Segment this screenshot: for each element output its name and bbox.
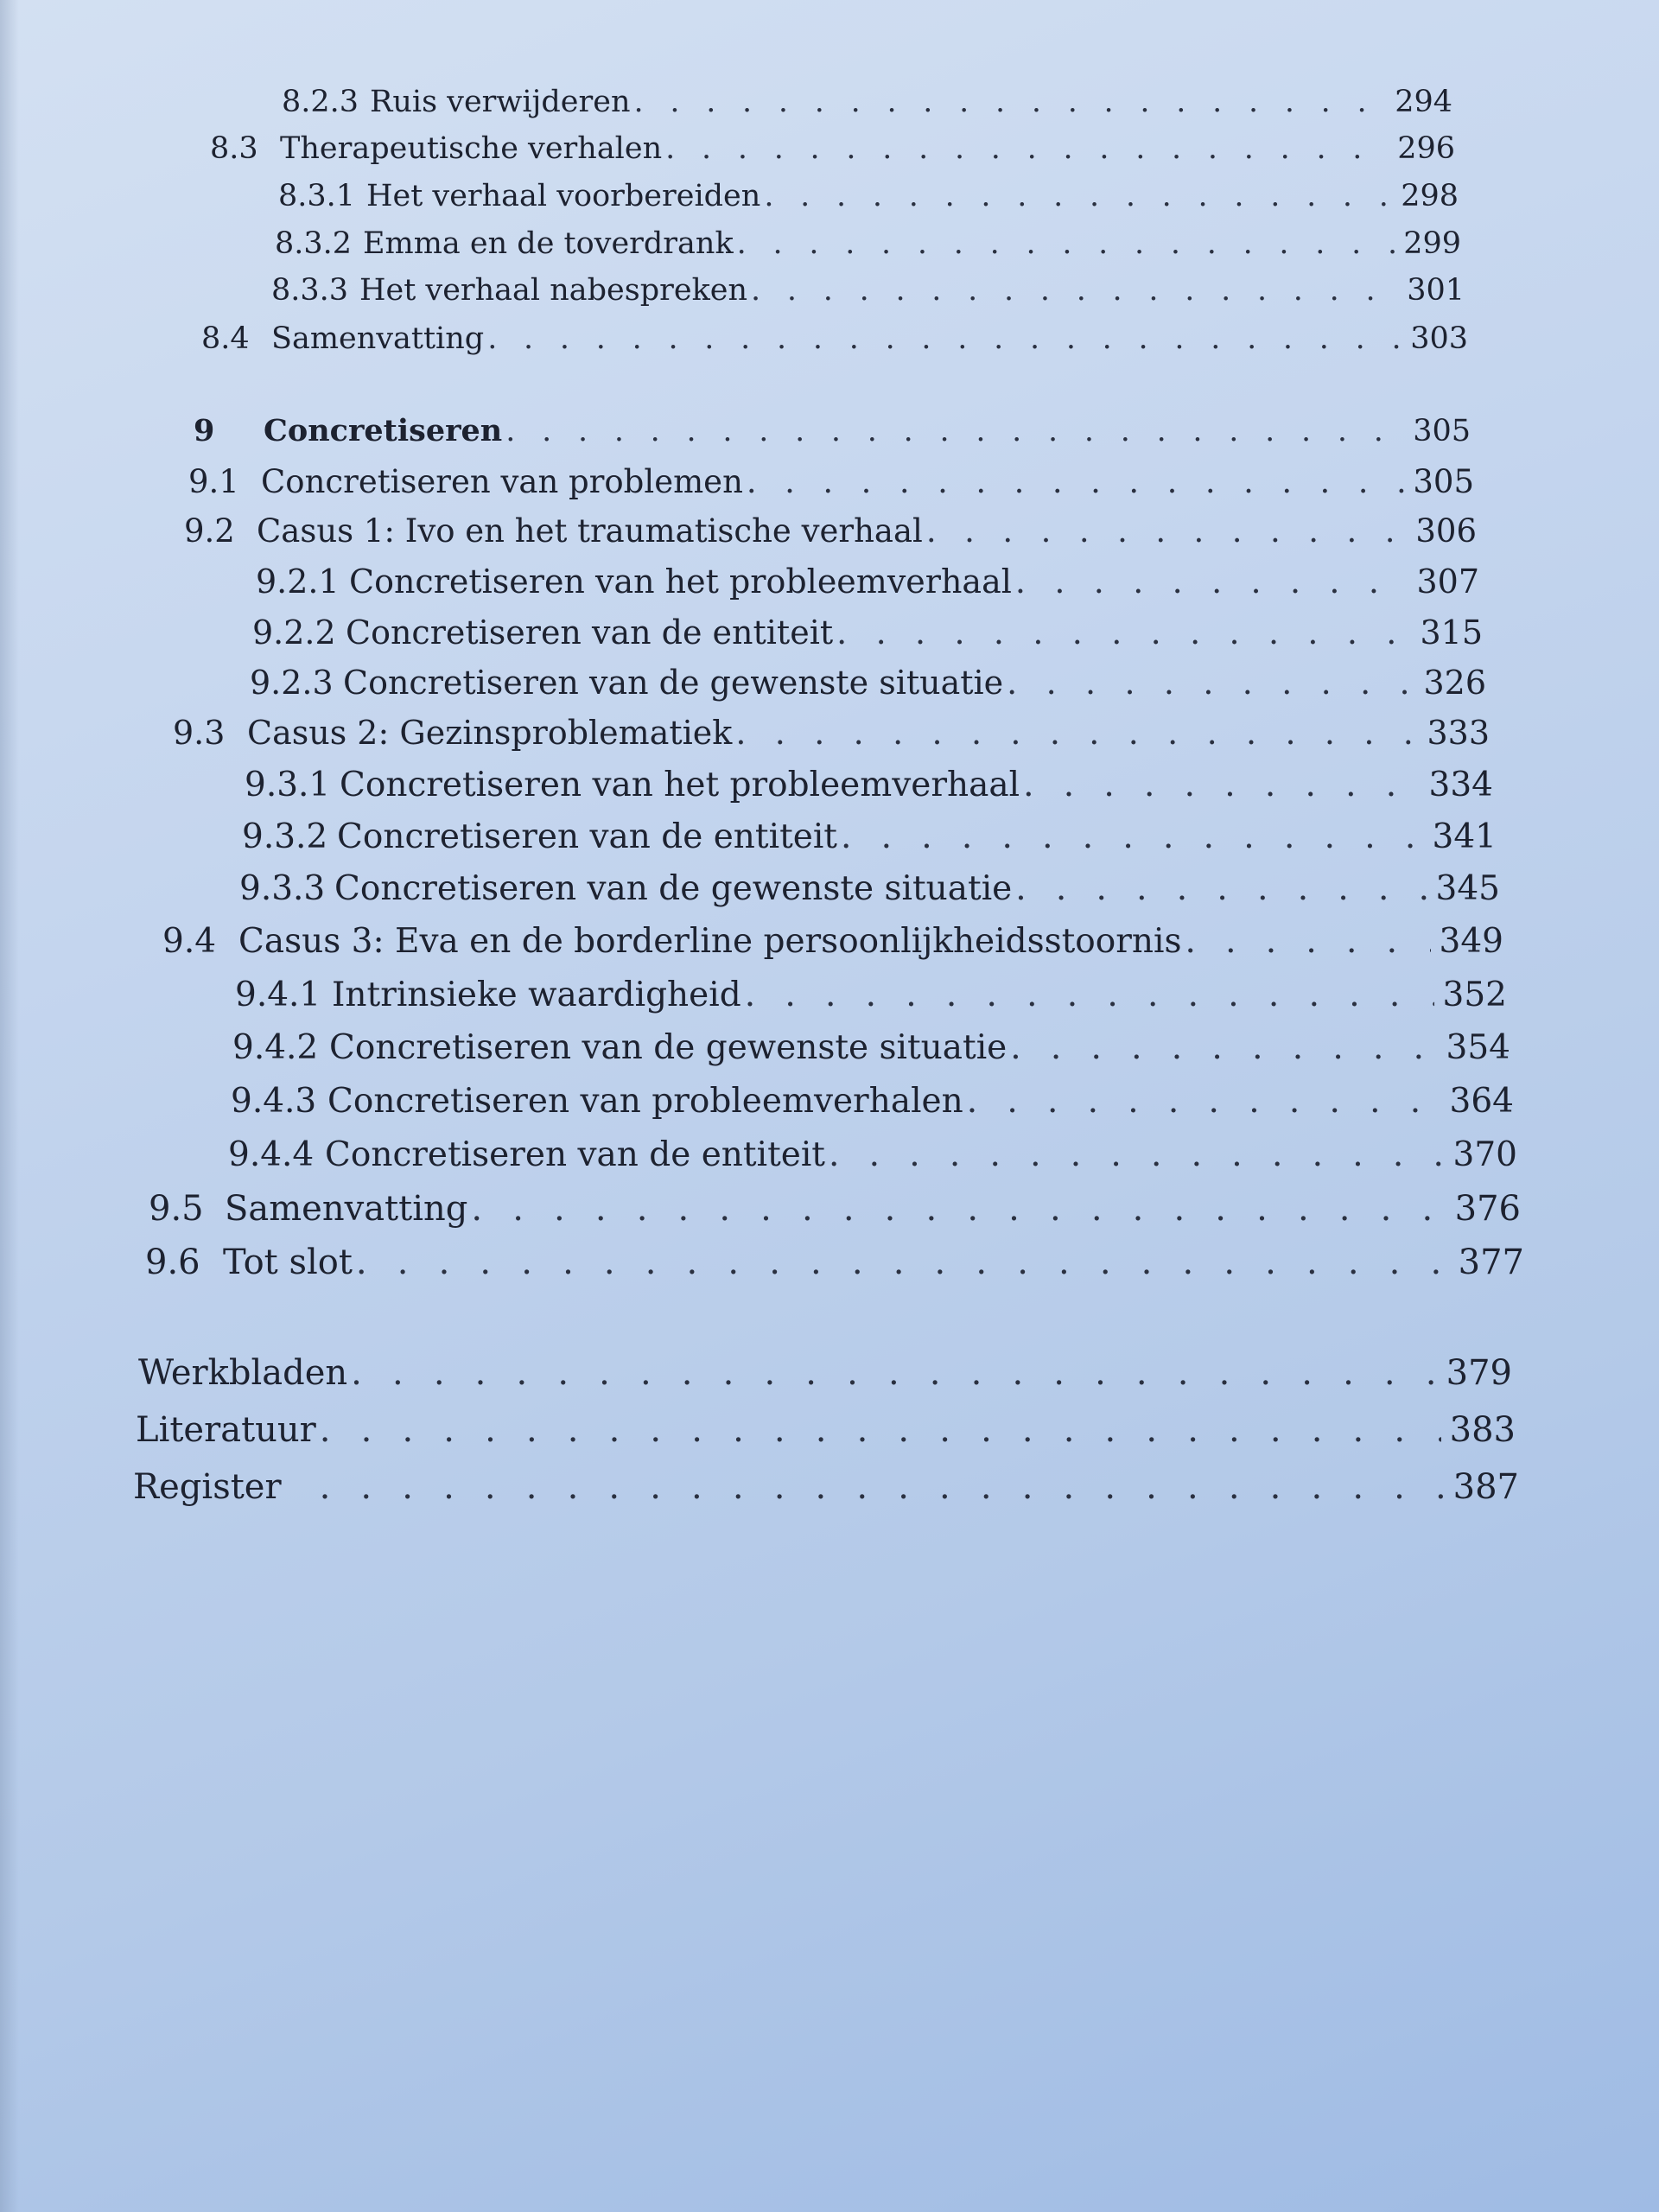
toc-entry-title: Concretiseren van de gewenste situatie <box>343 664 1004 702</box>
toc-entry-number: 8.3.3 <box>271 273 349 308</box>
toc-entry-number: 9.1 <box>188 463 239 500</box>
toc-entry <box>256 563 1479 601</box>
toc-entry-number: 8.3.2 <box>275 226 353 261</box>
toc-entry <box>149 1189 1521 1229</box>
toc-entry-title: Concretiseren van de gewenste situatie <box>334 869 1013 908</box>
dot-leader <box>634 85 1387 119</box>
toc-backmatter-entry <box>138 1353 1512 1393</box>
toc-entry-page: 349 <box>1439 922 1503 961</box>
toc-entry-title: Concretiseren <box>264 413 503 448</box>
dot-leader <box>351 1353 1437 1393</box>
toc-entry-page: 334 <box>1428 766 1493 804</box>
toc-entry-number: 9 <box>194 413 215 448</box>
toc-entry-page: 307 <box>1416 563 1479 601</box>
dot-leader <box>356 1243 1450 1282</box>
toc-entry-number: 9.4.3 <box>231 1082 317 1121</box>
toc-entry-number: 9.4.1 <box>235 976 321 1014</box>
toc-entry-number: 9.5 <box>149 1189 204 1229</box>
toc-entry-number: 9.2.3 <box>250 664 334 702</box>
toc-entry <box>184 512 1477 550</box>
toc-entry-title: Intrinsieke waardigheid <box>332 976 741 1014</box>
toc-entry-page: 305 <box>1413 414 1471 448</box>
toc-entry <box>145 1243 1524 1282</box>
toc-entry-title: Samenvatting <box>225 1189 468 1229</box>
toc-backmatter-entry <box>136 1410 1516 1450</box>
toc-entry-page: 296 <box>1397 131 1455 166</box>
toc-entry-number: 8.2.3 <box>282 85 359 119</box>
dot-leader <box>745 976 1434 1014</box>
toc-entry-page: 354 <box>1446 1028 1510 1067</box>
toc-entry-number: 9.3.1 <box>245 766 331 804</box>
toc-entry-page: 306 <box>1415 512 1477 550</box>
toc-entry <box>250 664 1486 702</box>
toc-entry-page: 298 <box>1401 179 1459 213</box>
toc-entry-title: Concretiseren van probleemverhalen <box>327 1082 963 1121</box>
toc-entry-title: Tot slot <box>223 1243 353 1282</box>
dot-leader <box>829 1135 1445 1174</box>
toc-entry-page: 326 <box>1423 664 1486 702</box>
toc-entry-title: Ruis verwijderen <box>370 85 631 119</box>
toc-entry-title: Samenvatting <box>271 321 485 356</box>
toc-entry-title: Casus 1: Ivo en het traumatische verhaal <box>257 512 923 550</box>
toc-entry-number: 9.3 <box>173 714 226 752</box>
dot-leader <box>967 1082 1441 1121</box>
toc-entry <box>275 226 1461 261</box>
toc-entry-number: 8.3.1 <box>278 179 356 213</box>
toc-entry-page: 294 <box>1395 85 1452 119</box>
toc-entry-title: Literatuur <box>136 1410 316 1450</box>
toc-entry <box>232 1028 1510 1067</box>
dot-leader <box>1015 563 1408 601</box>
toc-entry-number: 9.2.2 <box>252 613 336 652</box>
toc-entry-page: 303 <box>1410 321 1468 356</box>
toc-entry-page: 315 <box>1420 613 1483 652</box>
toc-entry <box>245 766 1493 804</box>
dot-leader <box>1007 664 1414 702</box>
toc-backmatter-entry <box>133 1467 1519 1507</box>
toc-entry-title: Emma en de toverdrank <box>363 226 734 261</box>
toc-entry <box>282 85 1452 119</box>
toc-entry-page: 352 <box>1442 976 1507 1014</box>
toc-entry-title: Casus 3: Eva en de borderline persoonlijkheidsstoornis <box>238 922 1182 961</box>
toc-entry-number: 9.4.4 <box>228 1135 315 1174</box>
dot-leader <box>320 1410 1441 1450</box>
toc-entry-number: 9.2.1 <box>256 563 340 601</box>
toc-entry <box>278 179 1459 213</box>
dot-leader <box>1023 766 1420 804</box>
dot-leader <box>665 131 1389 166</box>
toc-entry-page: 364 <box>1449 1082 1514 1121</box>
dot-leader <box>1015 869 1427 908</box>
dot-leader <box>836 613 1411 652</box>
toc-entry-title: Concretiseren van de entiteit <box>346 613 834 652</box>
toc-entry-page: 345 <box>1435 869 1500 908</box>
dot-leader <box>320 1467 1445 1507</box>
toc-entry-title: Register <box>133 1467 282 1507</box>
dot-leader <box>1010 1028 1437 1067</box>
dot-leader <box>1185 922 1431 961</box>
toc-entry-number: 8.3 <box>210 131 258 166</box>
dot-leader <box>926 512 1408 550</box>
toc-entry-title: Concretiseren van de entiteit <box>337 817 837 856</box>
toc-entry-number: 8.4 <box>201 321 250 356</box>
dot-leader <box>487 321 1402 356</box>
toc-entry <box>162 922 1503 961</box>
toc-entry-number: 9.2 <box>184 512 235 550</box>
dot-leader <box>747 463 1404 500</box>
toc-entry-title: Het verhaal nabespreken <box>359 273 748 308</box>
toc-entry-title: Concretiseren van het probleemverhaal <box>349 563 1012 601</box>
toc-entry-page: 333 <box>1427 714 1490 752</box>
dot-leader <box>841 817 1424 856</box>
toc-entry-title: Therapeutische verhalen <box>280 131 663 166</box>
toc-entry-title: Werkbladen <box>138 1353 348 1393</box>
toc-entry <box>231 1082 1514 1121</box>
toc-entry-page: 341 <box>1432 817 1497 856</box>
toc-entry-number: 9.6 <box>145 1243 200 1282</box>
toc-entry <box>252 613 1483 652</box>
toc-entry-page: 305 <box>1413 463 1474 500</box>
toc-entry-page: 376 <box>1454 1189 1521 1229</box>
toc-entry-number: 9.4 <box>162 922 217 961</box>
toc-entry-title: Concretiseren van het probleemverhaal <box>340 766 1020 804</box>
toc-entry <box>271 273 1465 308</box>
toc-entry-title: Casus 2: Gezinsproblematiek <box>247 714 733 752</box>
toc-entry-title: Concretiseren van de entiteit <box>325 1135 825 1174</box>
toc-entry <box>173 714 1490 752</box>
toc-entry-page: 379 <box>1446 1353 1512 1393</box>
toc-entry <box>239 869 1500 908</box>
toc-entry <box>188 463 1474 500</box>
toc-entry-title: Concretiseren van problemen <box>261 463 743 500</box>
toc-entry-title: Concretiseren van de gewenste situatie <box>329 1028 1007 1067</box>
toc-chapter-entry <box>194 413 1471 448</box>
toc-entry-page: 299 <box>1403 226 1461 261</box>
toc-entry-number: 9.3.3 <box>239 869 326 908</box>
toc-entry-page: 383 <box>1449 1410 1516 1450</box>
toc-entry <box>235 976 1507 1014</box>
toc-entry-number: 9.3.2 <box>242 817 328 856</box>
toc-entry-number: 9.4.2 <box>232 1028 319 1067</box>
toc-entry-title: Het verhaal voorbereiden <box>366 179 761 213</box>
toc-entry <box>210 131 1455 166</box>
toc-entry <box>228 1135 1517 1174</box>
dot-leader <box>505 414 1404 448</box>
toc-entry-page: 370 <box>1452 1135 1517 1174</box>
toc-entry-page: 377 <box>1458 1243 1524 1282</box>
toc-entry <box>242 817 1497 856</box>
dot-leader <box>735 714 1418 752</box>
toc-entry-page: 387 <box>1452 1467 1519 1507</box>
toc-entry-page: 301 <box>1407 273 1465 308</box>
dot-leader <box>764 179 1392 213</box>
dot-leader <box>471 1189 1446 1229</box>
dot-leader <box>737 226 1395 261</box>
dot-leader <box>751 273 1398 308</box>
toc-entry <box>201 321 1468 356</box>
